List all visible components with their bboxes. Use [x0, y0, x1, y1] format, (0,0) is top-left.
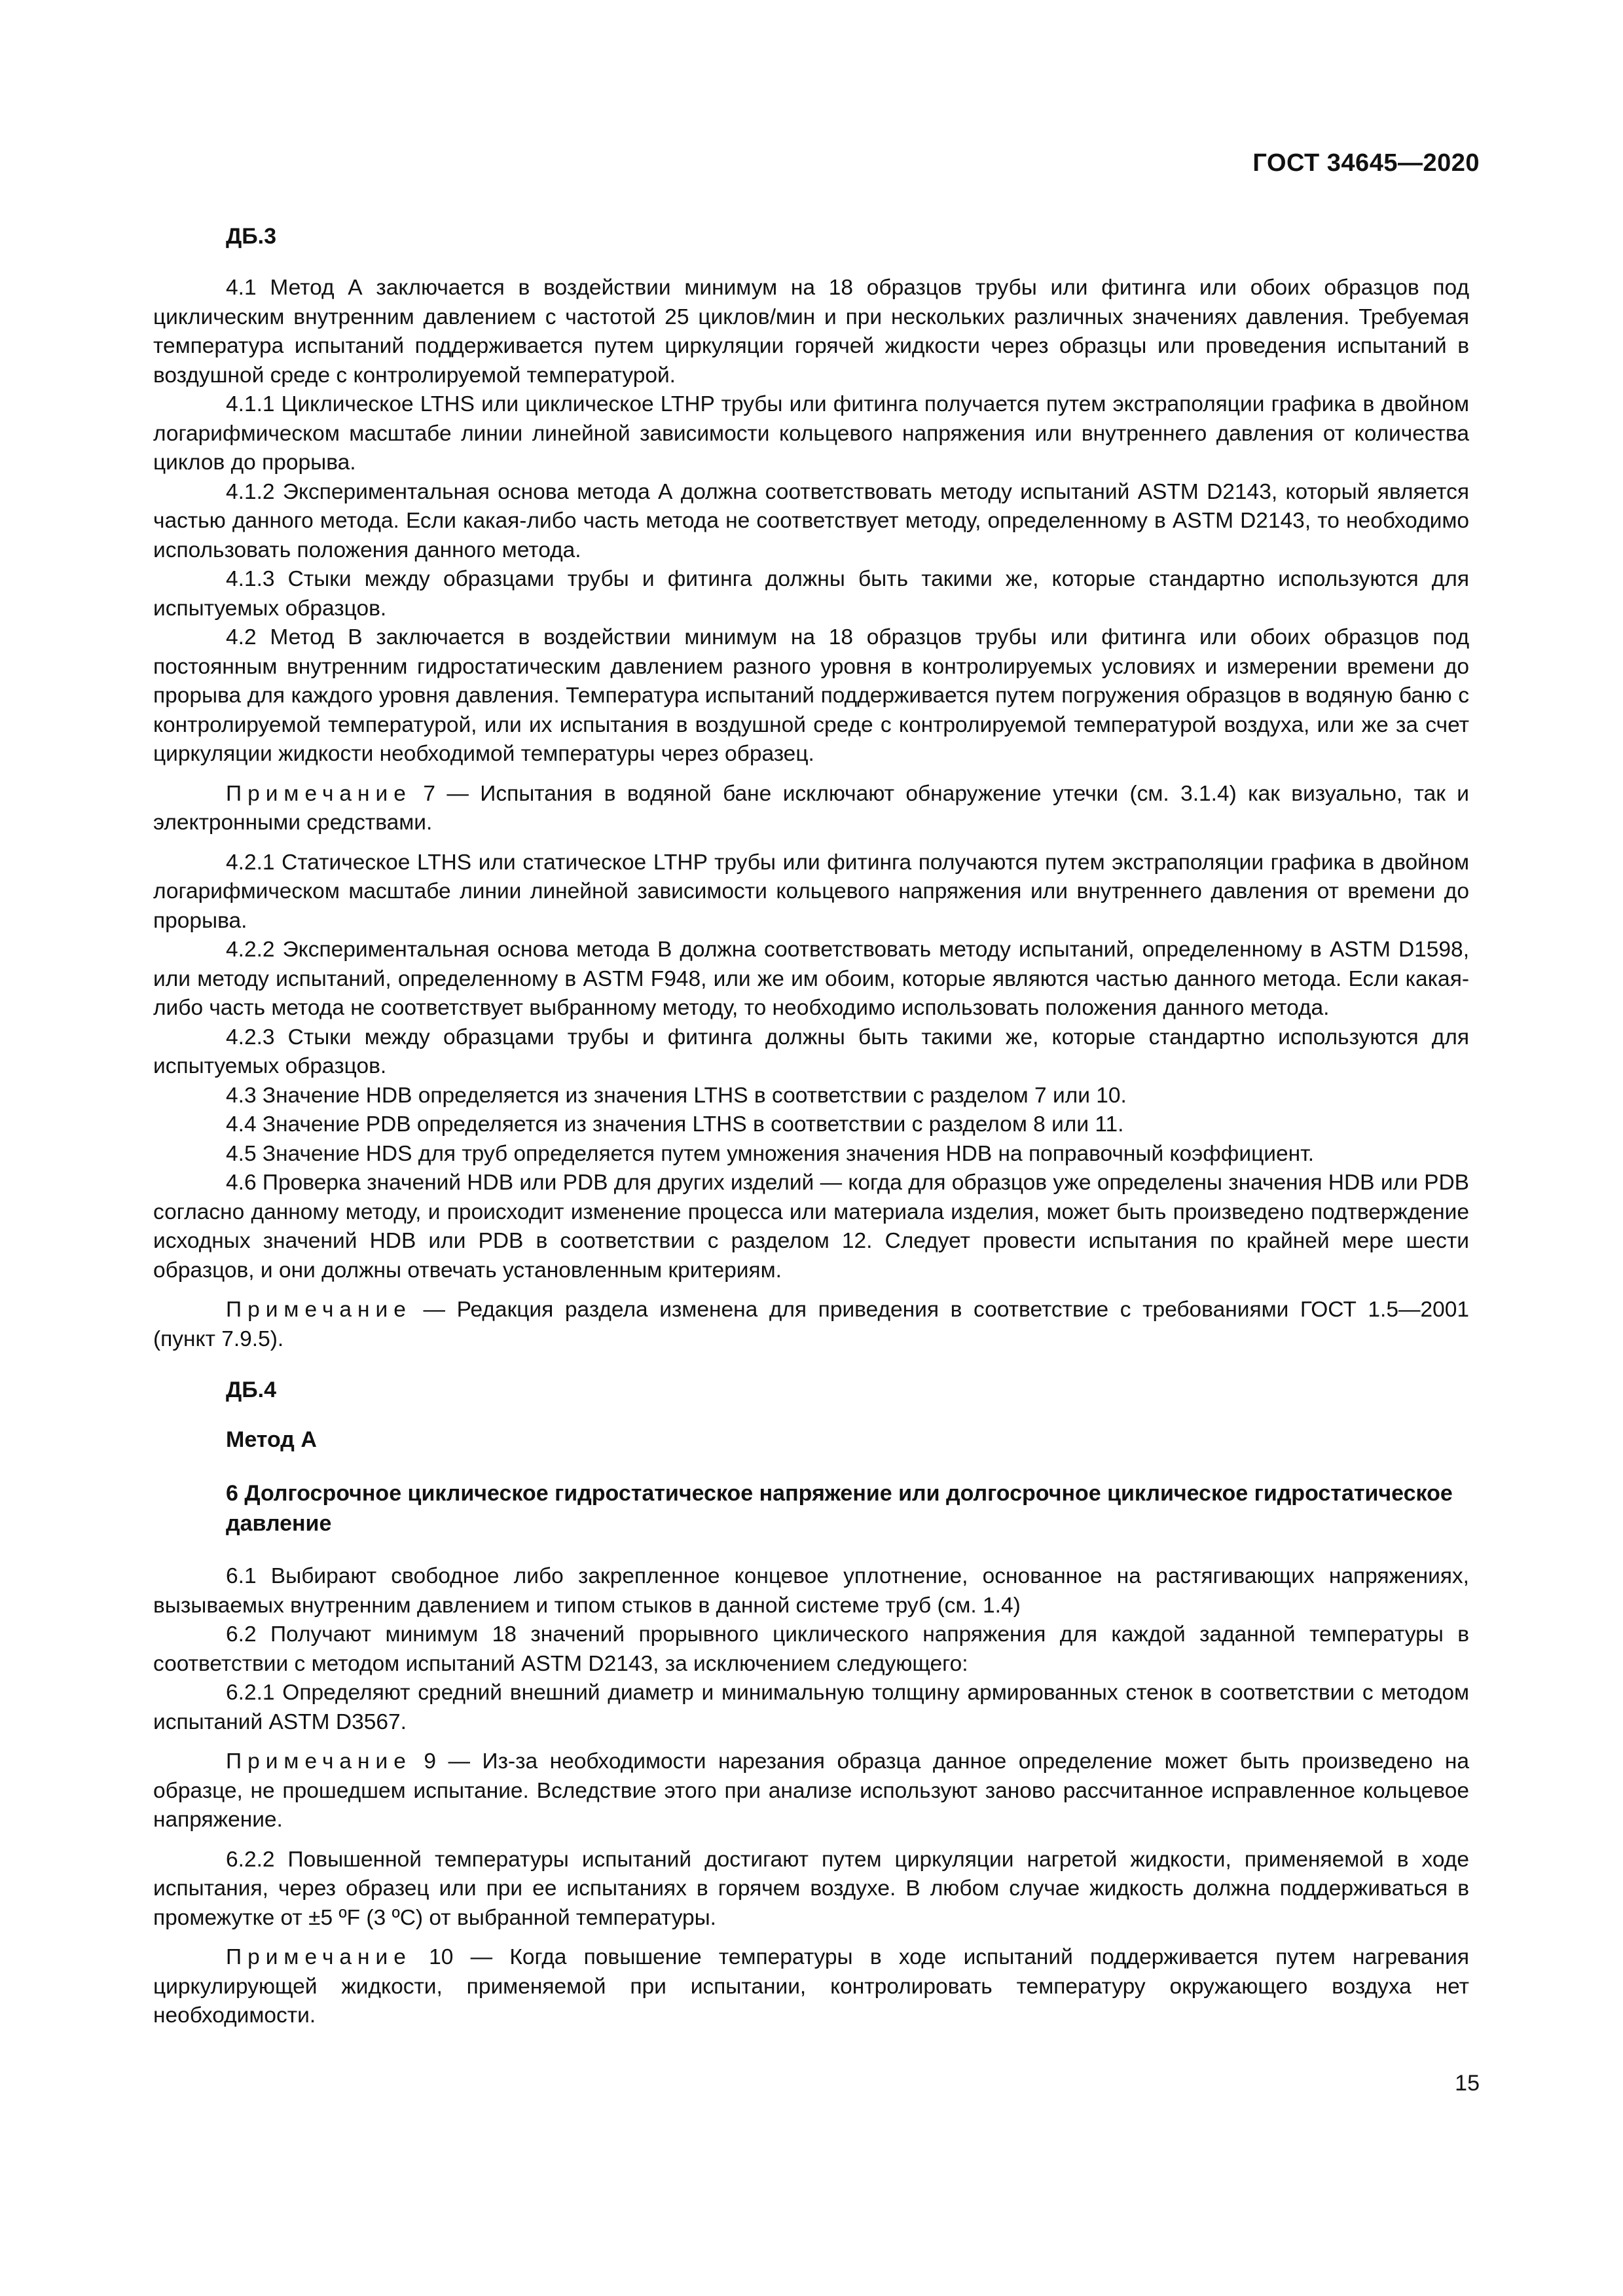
note-10 — [153, 1943, 1469, 2031]
paragraph: 4.1.1 Циклическое LTHS или циклическое LTHP трубы или фитинга получается путем экстраполяции графика в двойном логарифмическом масштабе линии линейной зависимости кольцевого напряжения или внутреннего давления от количества циклов до прорыва. — [153, 392, 1469, 475]
paragraph: 6.1 Выбирают свободное либо закрепленное концевое уплотнение, основанное на растягивающих напряжениях, вызываемых внутренним давлением и типом стыков в данной системе труб (см. 1.4) — [153, 1564, 1469, 1618]
note-text: 10 — Когда повышение температуры в ходе испытаний поддерживается путем нагревания циркулирующей жидкости, применяемой при испытании, контролировать температуру окружающего воздуха нет необходимости. — [153, 1945, 1469, 2028]
note-7 — [153, 780, 1469, 838]
document-id: ГОСТ 34645—2020 — [1252, 149, 1480, 177]
note-text: — Редакция раздела изменена для приведения в соответствие с требованиями ГОСТ 1.5—2001 (пункт 7.9.5). — [153, 1298, 1469, 1351]
paragraph: 4.2.3 Стыки между образцами трубы и фитинга должны быть такими же, которые стандартно используются для испытуемых образцов. — [153, 1025, 1469, 1078]
paragraph: 4.2.1 Статическое LTHS или статическое LTHP трубы или фитинга получаются путем экстраполяции графика в двойном логарифмическом масштабе линии линейной зависимости кольцевого напряжения или внутреннего давления от времени до прорыва. — [153, 850, 1469, 933]
paragraph: 4.3 Значение HDB определяется из значения LTHS в соответствии с разделом 7 или 10. — [226, 1083, 1127, 1108]
method-title: Метод А — [226, 1427, 317, 1452]
paragraph: 4.2.2 Экспериментальная основа метода В должна соответствовать методу испытаний, определенному в ASTM D1598, или методу испытаний, определенному в ASTM F948, или же им обоим, которые являются частью данного метода. Если какая-либо часть метода не соответствует выбранному методу, то необходимо использовать положения данного метода. — [153, 938, 1469, 1020]
paragraph: 6.2 Получают минимум 18 значений прорывного циклического напряжения для каждой заданной температуры в соответствии с методом испытаний ASTM D2143, за исключением следующего: — [153, 1622, 1469, 1676]
paragraph: 4.4 Значение PDB определяется из значения LTHS в соответствии с разделом 8 или 11. — [226, 1112, 1124, 1137]
paragraph: 4.6 Проверка значений HDB или PDB для других изделий — когда для образцов уже определены значения HDB или PDB согласно данному методу, и происходит изменение процесса или материала изделия, может быть произведено подтверждение исходных значений HDB или PDB в соответствии с разделом 12. Следует провести испытания по крайней мере шести образцов, и они должны отвечать установленным критериям. — [153, 1171, 1469, 1283]
clause-6-title: 6 Долгосрочное циклическое гидростатическое напряжение или долгосрочное циклическое гидростатическое давление — [226, 1481, 1453, 1536]
page-number: 15 — [1455, 2071, 1480, 2096]
editorial-note — [153, 1296, 1469, 1354]
paragraph: 4.1.2 Экспериментальная основа метода А должна соответствовать методу испытаний ASTM D2143, который является частью данного метода. Если какая-либо часть метода не соответствует методу, определенному в ASTM D2143, то необходимо использовать положения данного метода. — [153, 479, 1469, 562]
note-label: Примечание — [226, 781, 412, 806]
note-text: 7 — Испытания в водяной бане исключают обнаружение утечки (см. 3.1.4) как визуально, так и электронными средствами. — [153, 781, 1469, 835]
paragraph: 4.1 Метод А заключается в воздействии минимум на 18 образцов трубы или фитинга или обоих образцов под циклическим внутренним давлением с частотой 25 циклов/мин и при нескольких различных значениях давления. Требуемая температура испытаний поддерживается путем циркуляции горячей жидкости через образцы или проведения испытаний в воздушной среде с контролируемой температурой. — [153, 276, 1469, 388]
document-body — [153, 221, 1469, 2041]
note-9 — [153, 1747, 1469, 1835]
paragraph: 4.2 Метод В заключается в воздействии минимум на 18 образцов трубы или фитинга или обоих образцов под постоянным внутренним гидростатическим давлением разного уровня в контролируемых условиях и измерении времени до прорыва для каждого уровня давления. Температура испытаний поддерживается путем погружения образцов в водяную баню с контролируемой температурой, или их испытания в воздушной среде с контролируемой температурой воздуха, или же за счет циркуляции жидкости необходимой температуры через образец. — [153, 625, 1469, 766]
paragraph: 6.2.1 Определяют средний внешний диаметр и минимальную толщину армированных стенок в соответствии с методом испытаний ASTM D3567. — [153, 1681, 1469, 1734]
note-label: Примечание — [226, 1945, 412, 1969]
section-title-db3: ДБ.3 — [226, 224, 277, 249]
paragraph: 6.2.2 Повышенной температуры испытаний достигают путем циркуляции нагретой жидкости, применяемой в ходе испытания, через образец или при ее испытаниях в горячем воздухе. В любом случае жидкость должна поддерживаться в промежутке от ±5 ºF (3 ºC) от выбранной температуры. — [153, 1847, 1469, 1930]
section-title-db4: ДБ.4 — [226, 1377, 277, 1402]
paragraph: 4.1.3 Стыки между образцами трубы и фитинга должны быть такими же, которые стандартно используются для испытуемых образцов. — [153, 567, 1469, 621]
paragraph: 4.5 Значение HDS для труб определяется путем умножения значения HDB на поправочный коэффициент. — [226, 1141, 1315, 1166]
note-label: Примечание — [226, 1749, 412, 1774]
note-label: Примечание — [226, 1298, 412, 1322]
note-text: 9 — Из-за необходимости нарезания образца данное определение может быть произведено на образце, не прошедшем испытание. Вследствие этого при анализе используют заново рассчитанное исправленное кольцевое напряжение. — [153, 1749, 1469, 1832]
